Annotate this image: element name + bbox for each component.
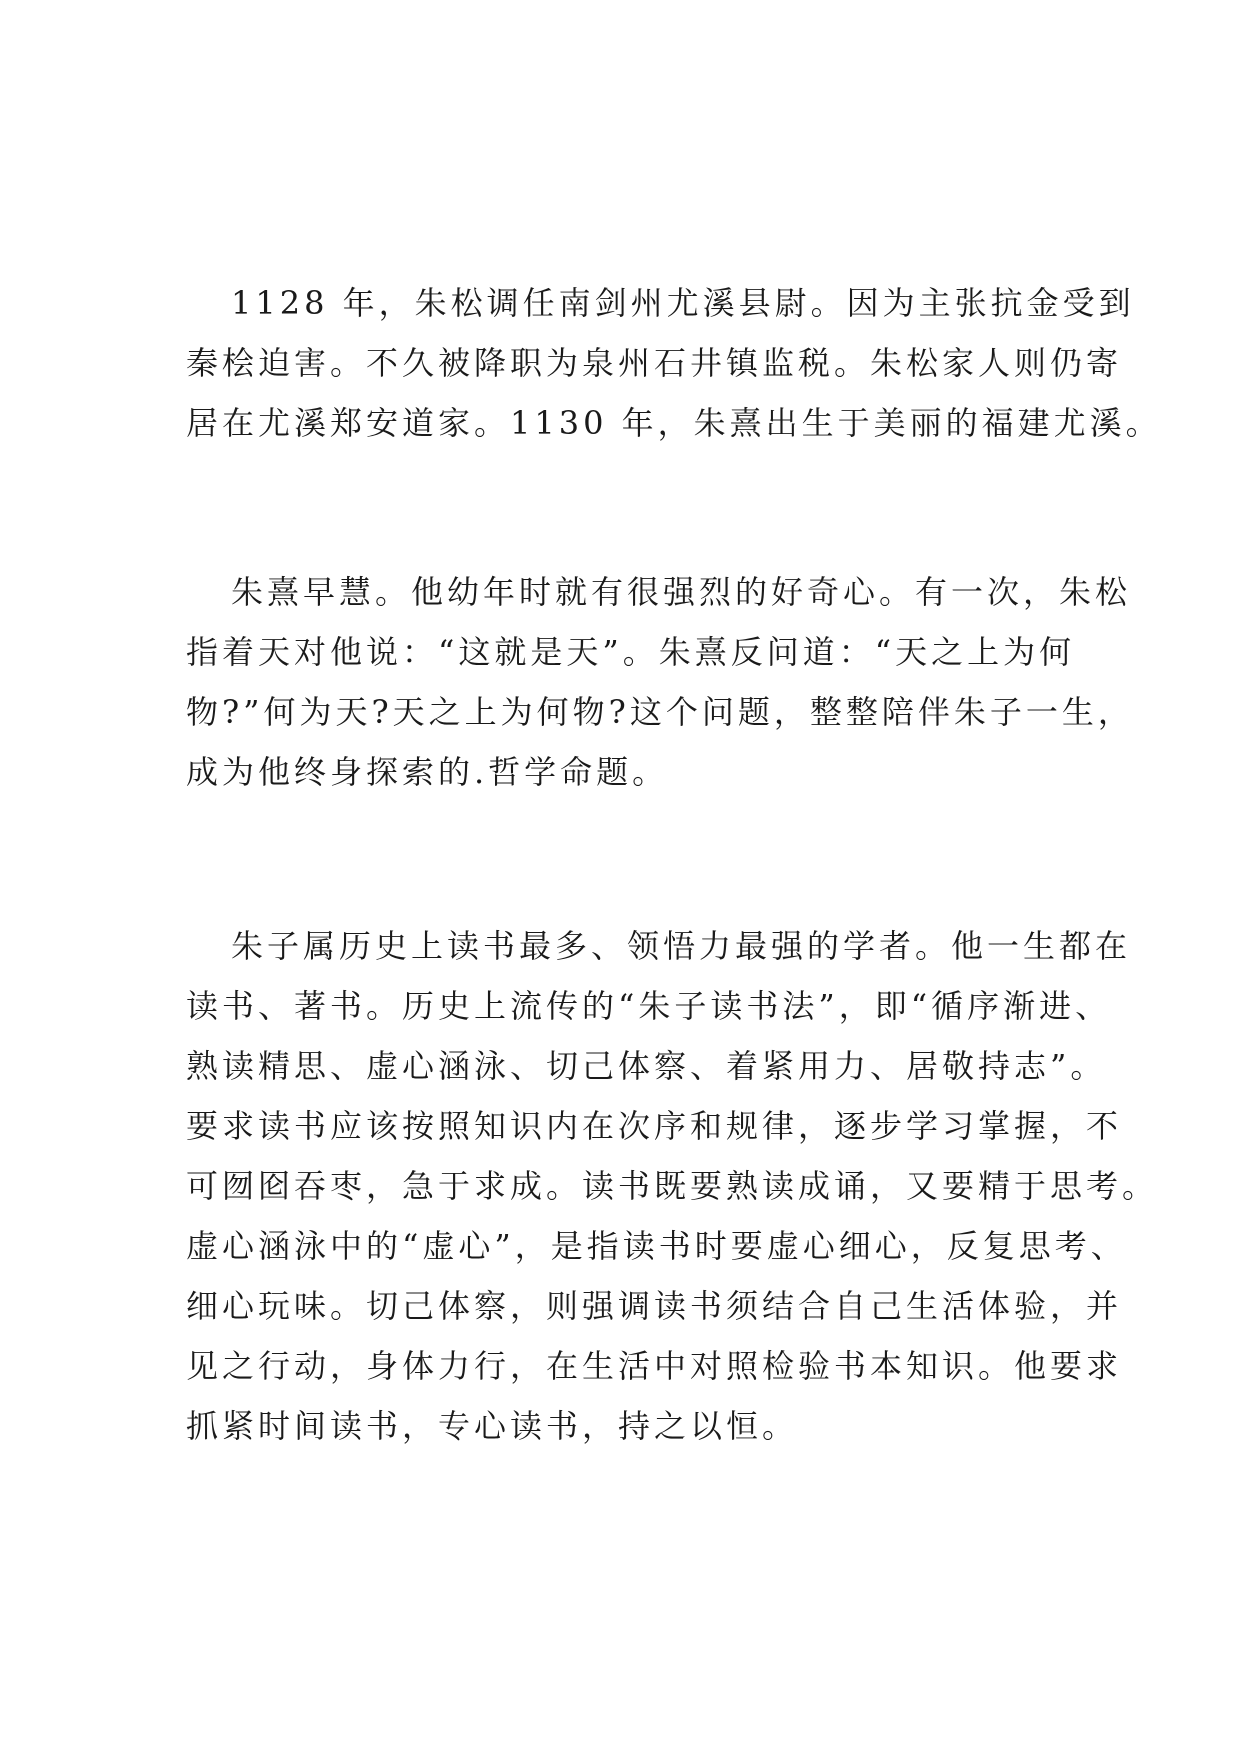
paragraph-line: 虚心涵泳中的“虚心”，是指读书时要虚心细心，反复思考、: [186, 1227, 1127, 1265]
paragraph-birth: [186, 273, 1162, 453]
paragraph-line: 见之行动，身体力行，在生活中对照检验书本知识。他要求: [186, 1347, 1123, 1385]
paragraph-line: 抓紧时间读书，专心读书，持之以恒。: [186, 1407, 799, 1445]
paragraph-line: 1128 年，朱松调任南剑州尤溪县尉。因为主张抗金受到: [231, 284, 1135, 322]
paragraph-line: 读书、著书。历史上流传的“朱子读书法”，即“循序渐进、: [186, 987, 1112, 1025]
paragraph-line: 要求读书应该按照知识内在次序和规律，逐步学习掌握，不: [186, 1107, 1123, 1145]
paragraph-line: 秦桧迫害。不久被降职为泉州石井镇监税。朱松家人则仍寄: [186, 344, 1123, 382]
paragraph-line: 熟读精思、虚心涵泳、切己体察、着紧用力、居敬持志”。: [186, 1047, 1107, 1085]
paragraph-line: 物?”何为天?天之上为何物?这个问题，整整陪伴朱子一生，: [186, 693, 1134, 731]
paragraph-line: 可囫囵吞枣，急于求成。读书既要熟读成诵，又要精于思考。: [186, 1167, 1159, 1205]
paragraph-line: 朱子属历史上读书最多、领悟力最强的学者。他一生都在: [231, 927, 1132, 965]
paragraph-reading-method: [186, 916, 1159, 1456]
paragraph-line: 朱熹早慧。他幼年时就有很强烈的好奇心。有一次，朱松: [231, 573, 1132, 611]
paragraph-line: 细心玩味。切己体察，则强调读书须结合自己生活体验，并: [186, 1287, 1123, 1325]
paragraph-line: 指着天对他说：“这就是天”。朱熹反问道：“天之上为何: [186, 633, 1076, 671]
paragraph-line: 居在尤溪郑安道家。1130 年，朱熹出生于美丽的福建尤溪。: [186, 404, 1162, 442]
paragraph-line: 成为他终身探索的.哲学命题。: [186, 753, 669, 791]
paragraph-curiosity: [186, 562, 1134, 802]
